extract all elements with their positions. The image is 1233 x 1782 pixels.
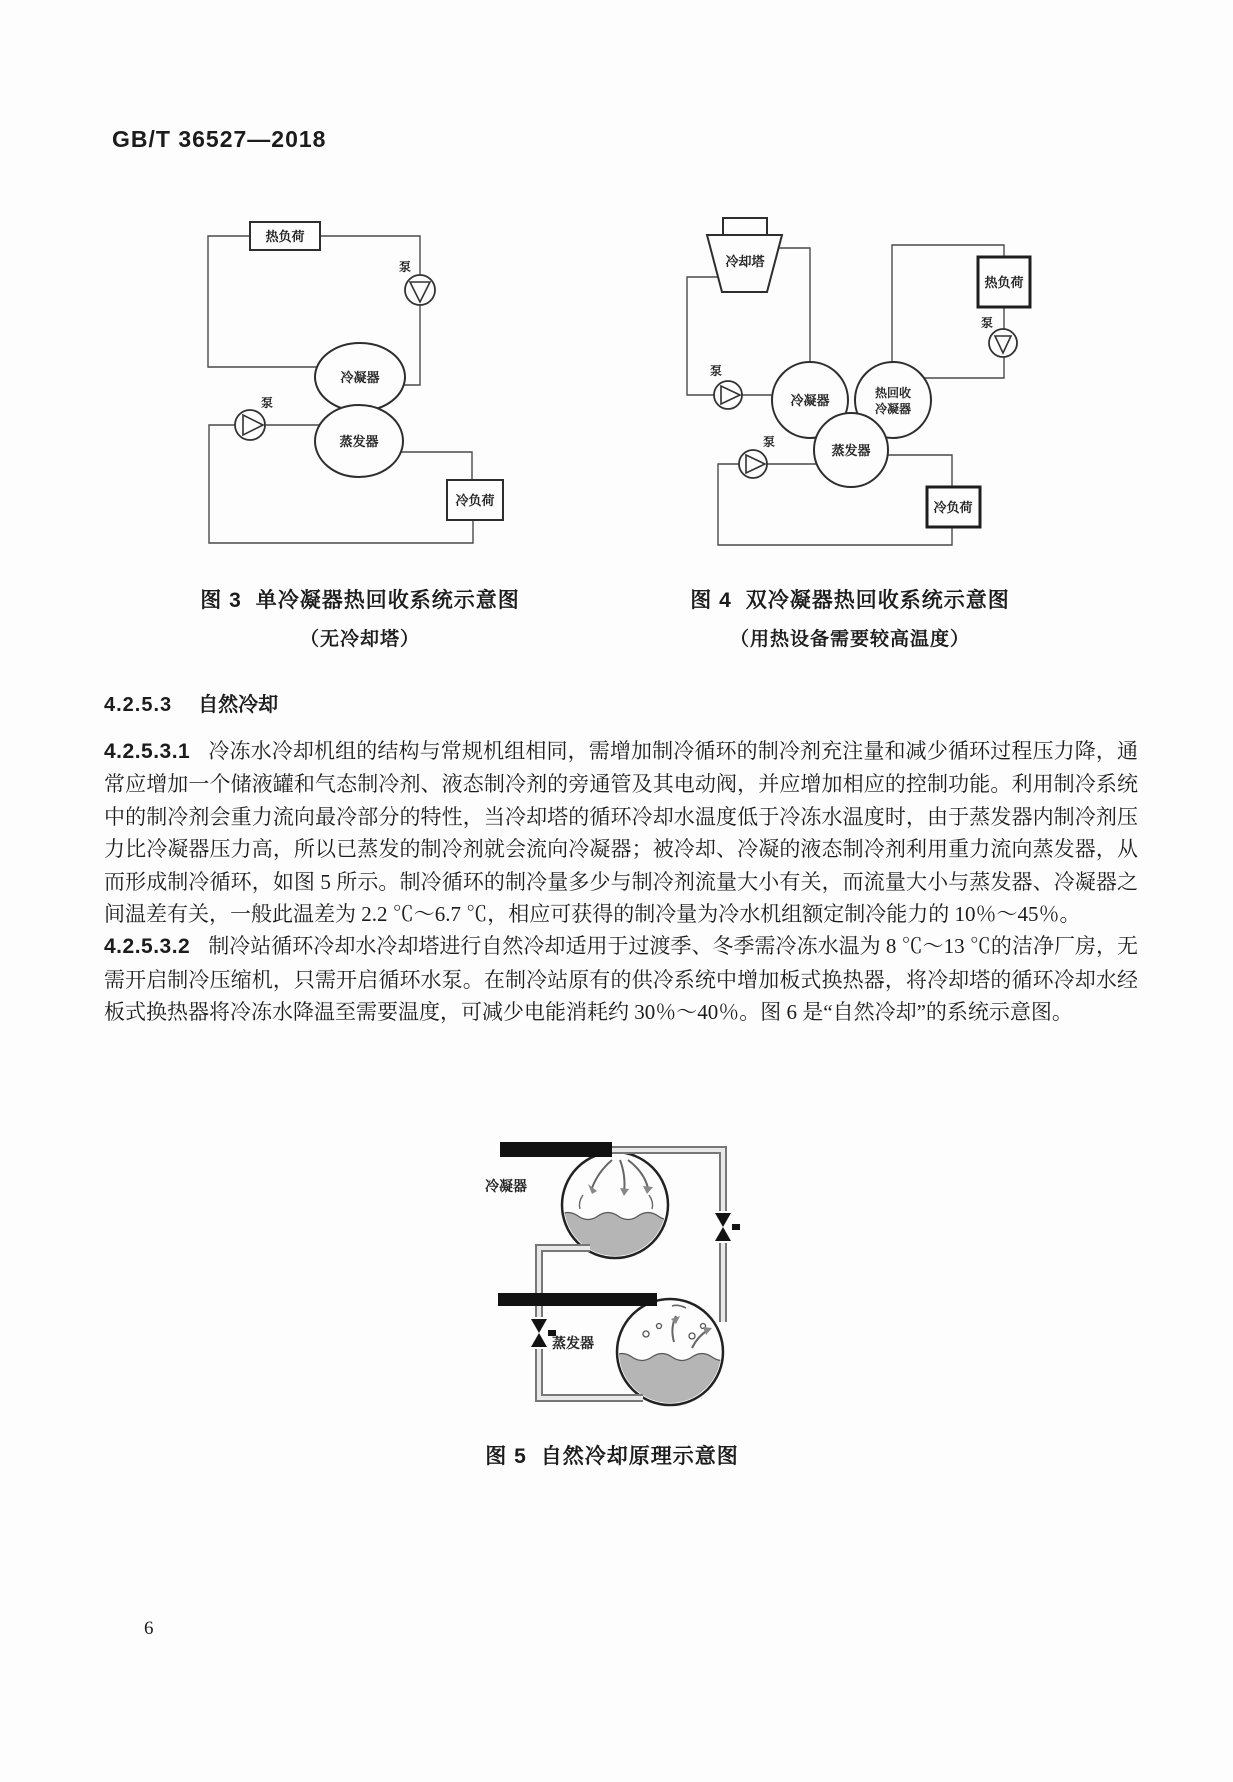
figure3-caption-text: 单冷凝器热回收系统示意图 xyxy=(255,589,520,612)
figure4-subcaption: （用热设备需要较高温度） xyxy=(729,629,970,650)
body-text xyxy=(104,735,1138,1029)
figure5-caption-text: 自然冷却原理示意图 xyxy=(540,1445,739,1468)
wall-bar-top xyxy=(500,1142,612,1157)
cold-load-label: 冷负荷 xyxy=(455,493,495,508)
figure3-subcaption: （无冷却塔） xyxy=(299,629,420,650)
figure3-caption-number: 图 3 xyxy=(200,589,242,612)
pump-icon xyxy=(405,275,435,305)
figure4-caption xyxy=(640,584,1060,614)
evaporator-label: 蒸发器 xyxy=(339,434,379,449)
clause-number: 4.2.5.3.1 xyxy=(104,740,191,763)
pump-icon xyxy=(739,450,767,478)
section-heading xyxy=(104,688,278,717)
condenser-label: 冷凝器 xyxy=(790,393,830,408)
cooling-tower-label: 冷却塔 xyxy=(725,254,765,269)
figure5-caption xyxy=(107,1440,1117,1470)
clause-number: 4.2.5.3.2 xyxy=(104,935,191,959)
condenser-label: 冷凝器 xyxy=(340,370,380,385)
pump-label: 泵 xyxy=(762,435,776,449)
figure5-diagram xyxy=(440,1090,780,1420)
clause-text: 冷冻水冷却机组的结构与常规机组相同，需增加制冷循环的制冷剂充注量和减少循环过程压力降，通常应增加一个储液罐和气态制冷剂、液态制冷剂的旁通管及其电动阀，并应增加相应的控制功能。利用制冷系统中的制冷剂会重力流向最冷部分的特性，当冷却塔的循环冷却水温度低于冷冻水温度时，由于蒸发器内制冷剂压力比冷凝器压力高，所以已蒸发的制冷剂就会流向冷凝器；被冷却、冷凝的液态制冷剂利用重力流向蒸发器，从而形成制冷循环，如图 5 所示。制冷循环的制冷量多少与制冷剂流量大小有关，而流量大小与蒸发器、冷凝器之间温差有关，一般此温差为 2.2 ℃～6.7 ℃，相应可获得的制冷量为冷水机组额定制冷能力的 10％～45％。 xyxy=(104,739,1138,927)
heat-load-label: 热负荷 xyxy=(265,229,305,244)
cold-load-label: 冷负荷 xyxy=(933,500,973,515)
standard-number: GB/T 36527—2018 xyxy=(112,126,327,152)
heat-load-label: 热负荷 xyxy=(984,275,1024,290)
figure4-caption-text: 双冷凝器热回收系统示意图 xyxy=(745,589,1010,612)
clause-paragraph xyxy=(104,930,1138,1028)
heat-recovery-condenser-label: 热回收 xyxy=(874,386,912,400)
figure4-diagram xyxy=(600,185,1040,565)
pump-icon xyxy=(989,329,1017,357)
figure4-caption-number: 图 4 xyxy=(690,589,732,612)
evaporator-label: 蒸发器 xyxy=(831,443,871,458)
clause-paragraph xyxy=(104,735,1138,930)
condenser-label: 冷凝器 xyxy=(485,1178,527,1194)
evaporator-label: 蒸发器 xyxy=(552,1335,594,1351)
valve-icon xyxy=(715,1211,740,1243)
pump-label: 泵 xyxy=(709,364,723,378)
page-number: 6 xyxy=(144,1618,154,1639)
pump-label: 泵 xyxy=(980,316,994,330)
wall-bar-bottom xyxy=(498,1293,657,1306)
heat-recovery-condenser-label2: 冷凝器 xyxy=(874,402,912,416)
pump-icon xyxy=(714,381,742,409)
pump-label: 泵 xyxy=(398,260,412,274)
figure3-caption xyxy=(150,584,570,614)
pump-label: 泵 xyxy=(260,396,274,410)
figure3-diagram xyxy=(170,185,510,560)
figure5-caption-number: 图 5 xyxy=(485,1445,527,1468)
section-number: 4.2.5.3 xyxy=(104,694,173,716)
pump-icon xyxy=(235,410,265,440)
section-title: 自然冷却 xyxy=(198,694,279,716)
clause-text: 制冷站循环冷却水冷却塔进行自然冷却适用于过渡季、冬季需冷冻水温为 8 ℃～13 ℃的洁净厂房，无需开启制冷压缩机，只需开启循环水泵。在制冷站原有的供冷系统中增加板式换热器，将冷却塔的循环冷却水经板式换热器将冷冻水降温至需要温度，可减少电能消耗约 30％～40％。图 6 是“自然冷却”的系统示意图。 xyxy=(104,934,1138,1025)
